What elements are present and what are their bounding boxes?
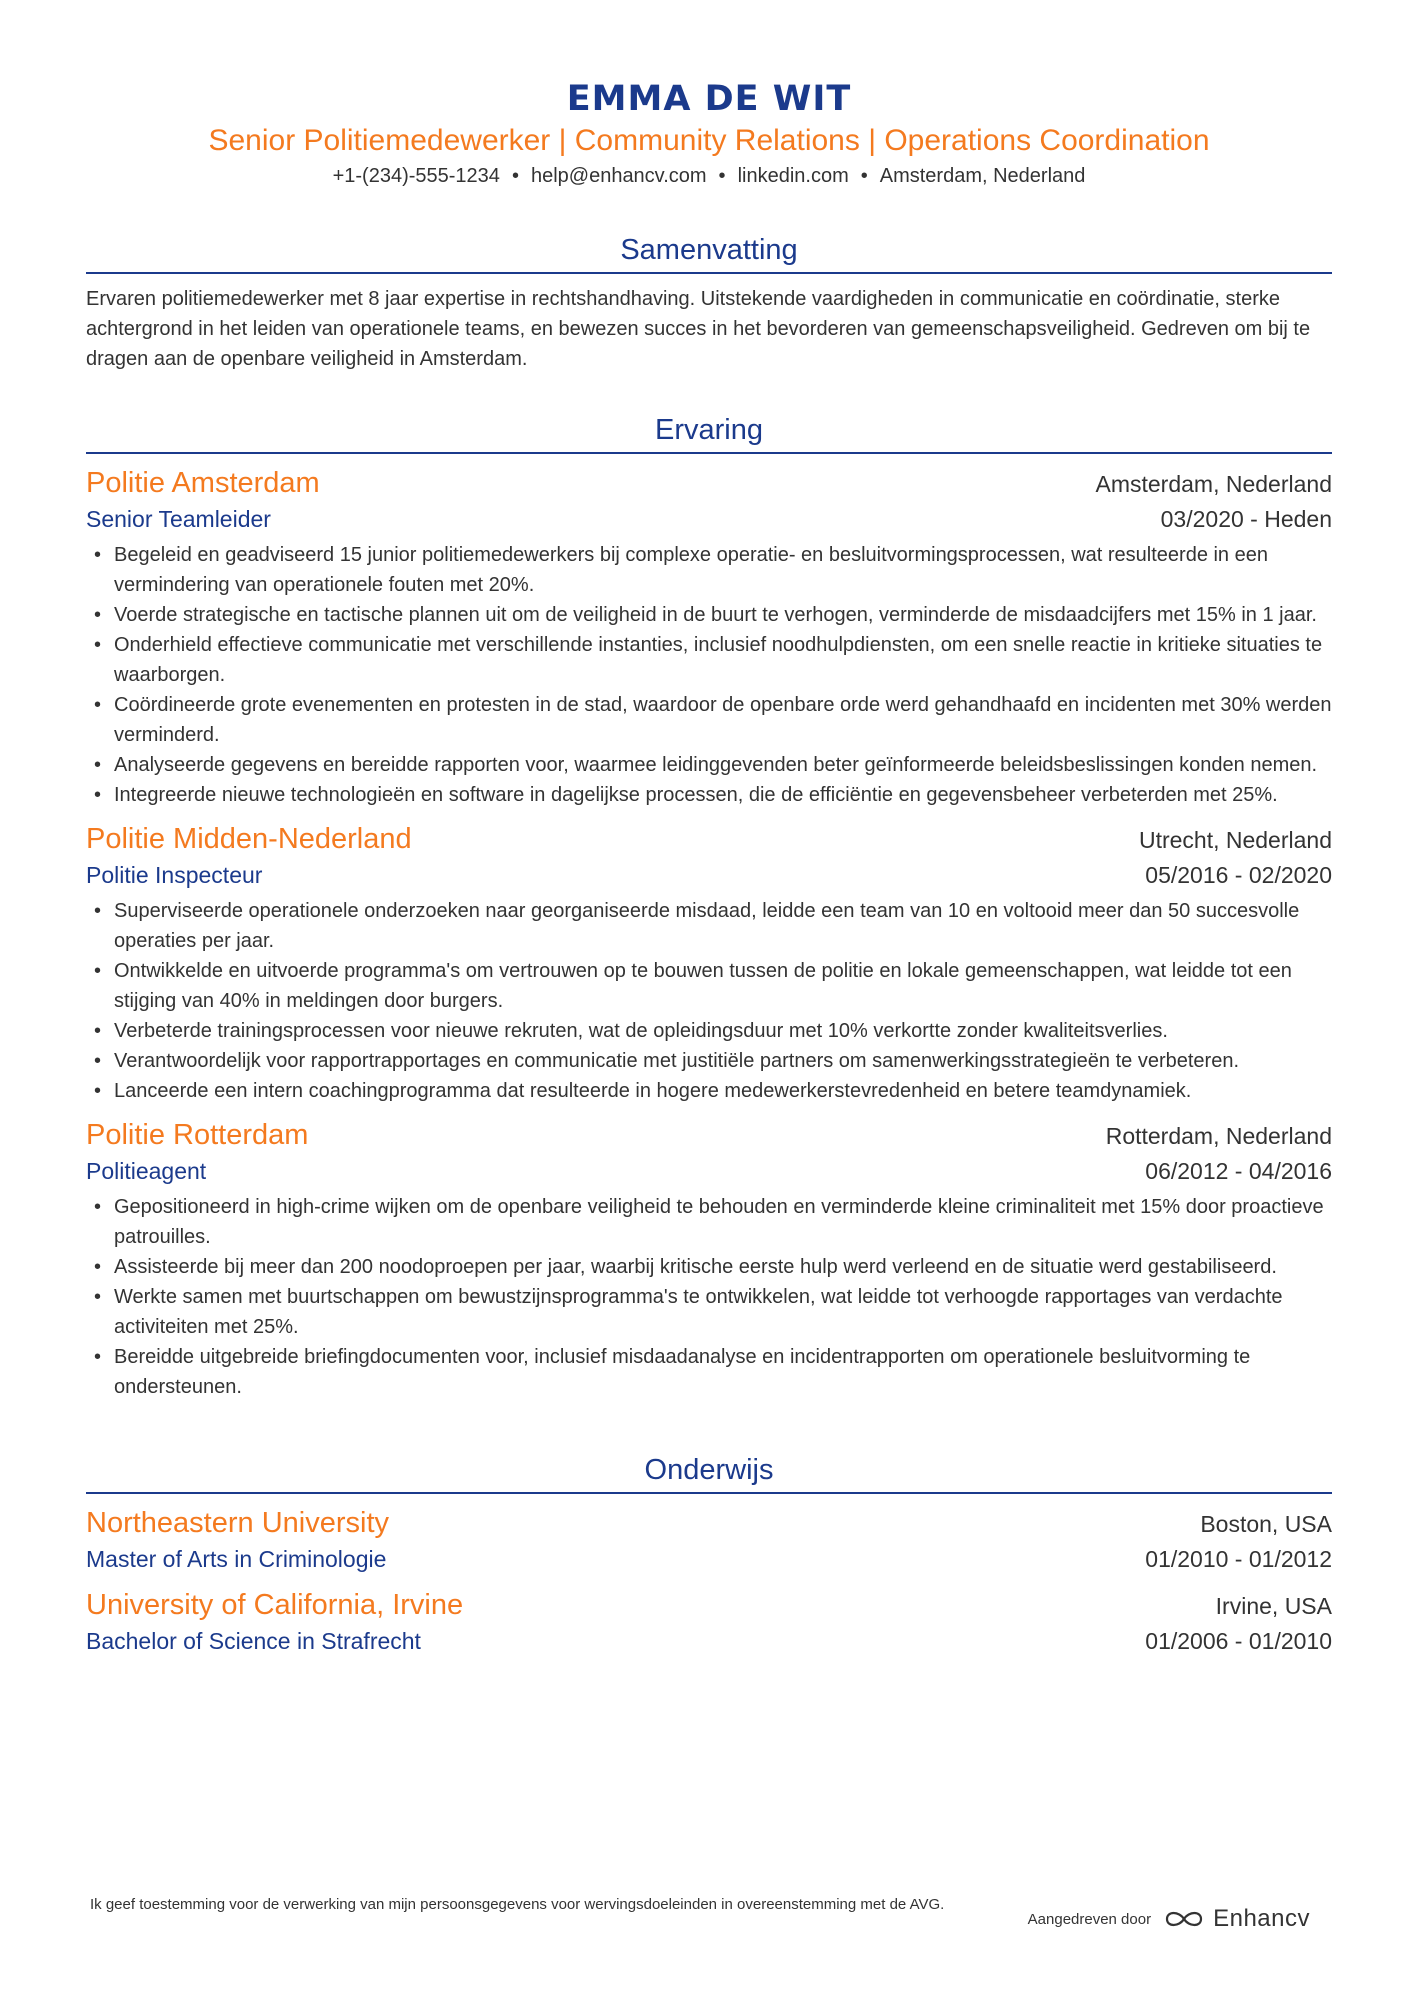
- education-school: Northeastern University: [86, 1507, 389, 1539]
- job-bullet: • Coördineerde grote evenementen en protesten in de stad, waardoor de openbare orde werd gehandhaafd en incidenten met 30% werden verminderd.: [86, 690, 1332, 750]
- education-dates: 01/2006 - 01/2010: [1145, 1628, 1332, 1654]
- job-company: Politie Rotterdam: [86, 1119, 309, 1151]
- education-degree: Master of Arts in Criminologie: [86, 1546, 387, 1572]
- summary-text: Ervaren politiemedewerker met 8 jaar expertise in rechtshandhaving. Uitstekende vaardigheden in communicatie en coördinatie, sterke achtergrond in het leiden van operationele teams, en bewezen succes in het bevorderen van gemeenschapsveiligheid. Gedreven om bij te dragen aan de openbare veiligheid in Amsterdam.: [86, 288, 1311, 370]
- contact-linkedin[interactable]: linkedin.com: [737, 165, 849, 187]
- job-entry: [86, 464, 1332, 810]
- job-bullet: • Analyseerde gegevens en bereidde rapporten voor, waarmee leidinggevenden beter geïnformeerde beleidsbeslissingen konden nemen.: [86, 750, 1332, 780]
- job-dates: 03/2020 - Heden: [1160, 506, 1332, 532]
- enhancv-brand: Enhancv: [1213, 1905, 1310, 1932]
- contact-line: [86, 162, 1332, 190]
- resume-header: [86, 0, 1332, 190]
- candidate-headline: Senior Politiemedewerker | Community Relations | Operations Coordination: [208, 124, 1210, 157]
- contact-phone: +1-(234)-555-1234: [332, 165, 500, 187]
- contact-separator: •: [860, 165, 868, 187]
- job-company: Politie Midden-Nederland: [86, 823, 412, 855]
- education-entry: [86, 1504, 1332, 1576]
- contact-separator: •: [511, 165, 519, 187]
- job-bullet: • Integreerde nieuwe technologieën en software in dagelijkse processen, die de efficiëntie en gegevensbeheer verbeterden met 25%.: [86, 780, 1332, 810]
- summary-section: [86, 230, 1332, 374]
- job-location: Utrecht, Nederland: [1138, 827, 1332, 853]
- job-bullet: • Ontwikkelde en uitvoerde programma's om vertrouwen op te bouwen tussen de politie en lokale gemeenschappen, wat leidde tot een stijging van 40% in meldingen door burgers.: [86, 956, 1332, 1016]
- job-entry: [86, 820, 1332, 1106]
- job-company: Politie Amsterdam: [86, 467, 320, 499]
- job-location: Amsterdam, Nederland: [1095, 471, 1332, 497]
- contact-location: Amsterdam, Nederland: [879, 165, 1086, 187]
- education-entry: [86, 1586, 1332, 1658]
- education-location: Irvine, USA: [1215, 1593, 1332, 1619]
- job-bullet: • Werkte samen met buurtschappen om bewustzijnsprogramma's te ontwikkelen, wat leidde tot verhoogde rapportages van verdachte activiteiten met 25%.: [86, 1282, 1332, 1342]
- powered-by[interactable]: [1028, 1905, 1310, 1933]
- job-role: Senior Teamleider: [86, 506, 271, 532]
- infinity-logo-icon: [1161, 1907, 1207, 1931]
- education-school: University of California, Irvine: [86, 1589, 464, 1621]
- job-bullets: [86, 896, 1332, 1106]
- job-bullet: • Voerde strategische en tactische plannen uit om de veiligheid in de buurt te verhogen, verminderde de misdaadcijfers met 15% in 1 jaar.: [86, 600, 1332, 630]
- job-bullet: • Begeleid en geadviseerd 15 junior politiemedewerkers bij complexe operatie- en besluitvormingsprocessen, wat resulteerde in een vermindering van operationele fouten met 20%.: [86, 540, 1332, 600]
- education-location: Boston, USA: [1200, 1511, 1332, 1537]
- education-dates: 01/2010 - 01/2012: [1145, 1546, 1332, 1572]
- job-dates: 05/2016 - 02/2020: [1145, 862, 1332, 888]
- job-bullet: • Superviseerde operationele onderzoeken naar georganiseerde misdaad, leidde een team van 10 en voltooid meer dan 50 succesvolle operaties per jaar.: [86, 896, 1332, 956]
- job-bullet: • Verbeterde trainingsprocessen voor nieuwe rekruten, wat de opleidingsduur met 10% verkortte zonder kwaliteitsverlies.: [86, 1016, 1332, 1046]
- education-title: Onderwijs: [86, 1450, 1332, 1494]
- job-role: Politie Inspecteur: [86, 862, 263, 888]
- job-bullets: [86, 1192, 1332, 1402]
- experience-title: Ervaring: [86, 410, 1332, 454]
- job-bullet: • Verantwoordelijk voor rapportrapportages en communicatie met justitiële partners om samenwerkingsstrategieën te verbeteren.: [86, 1046, 1332, 1076]
- contact-email[interactable]: help@enhancv.com: [530, 165, 707, 187]
- experience-section: [86, 410, 1332, 1402]
- contact-separator: •: [718, 165, 726, 187]
- page-footer: [90, 1895, 1330, 1932]
- job-location: Rotterdam, Nederland: [1105, 1123, 1332, 1149]
- job-bullet: • Assisteerde bij meer dan 200 noodoproepen per jaar, waarbij kritische eerste hulp werd verleend en de situatie werd gestabiliseerd.: [86, 1252, 1332, 1282]
- candidate-name: EMMA DE WIT: [566, 79, 852, 119]
- education-degree: Bachelor of Science in Strafrecht: [86, 1628, 421, 1654]
- gdpr-consent: Ik geef toestemming voor de verwerking van mijn persoonsgegevens voor wervingsdoeleinden in overeenstemming met de AVG.: [90, 1896, 945, 1913]
- resume-page: [86, 0, 1332, 1658]
- education-section: [86, 1450, 1332, 1658]
- job-bullet: • Onderhield effectieve communicatie met verschillende instanties, inclusief noodhulpdiensten, om een snelle reactie in kritieke situaties te waarborgen.: [86, 630, 1332, 690]
- job-bullet: • Gepositioneerd in high-crime wijken om de openbare veiligheid te behouden en verminderde kleine criminaliteit met 15% door proactieve patrouilles.: [86, 1192, 1332, 1252]
- job-dates: 06/2012 - 04/2016: [1145, 1158, 1332, 1184]
- powered-by-label: Aangedreven door: [1027, 1910, 1152, 1928]
- job-bullet: • Bereidde uitgebreide briefingdocumenten voor, inclusief misdaadanalyse en incidentrapporten om operationele besluitvorming te ondersteunen.: [86, 1342, 1332, 1402]
- job-role: Politieagent: [86, 1158, 207, 1184]
- job-entry: [86, 1116, 1332, 1402]
- summary-title: Samenvatting: [86, 230, 1332, 274]
- job-bullets: [86, 540, 1332, 810]
- job-bullet: • Lanceerde een intern coachingprogramma dat resulteerde in hogere medewerkerstevredenheid en betere teamdynamiek.: [86, 1076, 1332, 1106]
